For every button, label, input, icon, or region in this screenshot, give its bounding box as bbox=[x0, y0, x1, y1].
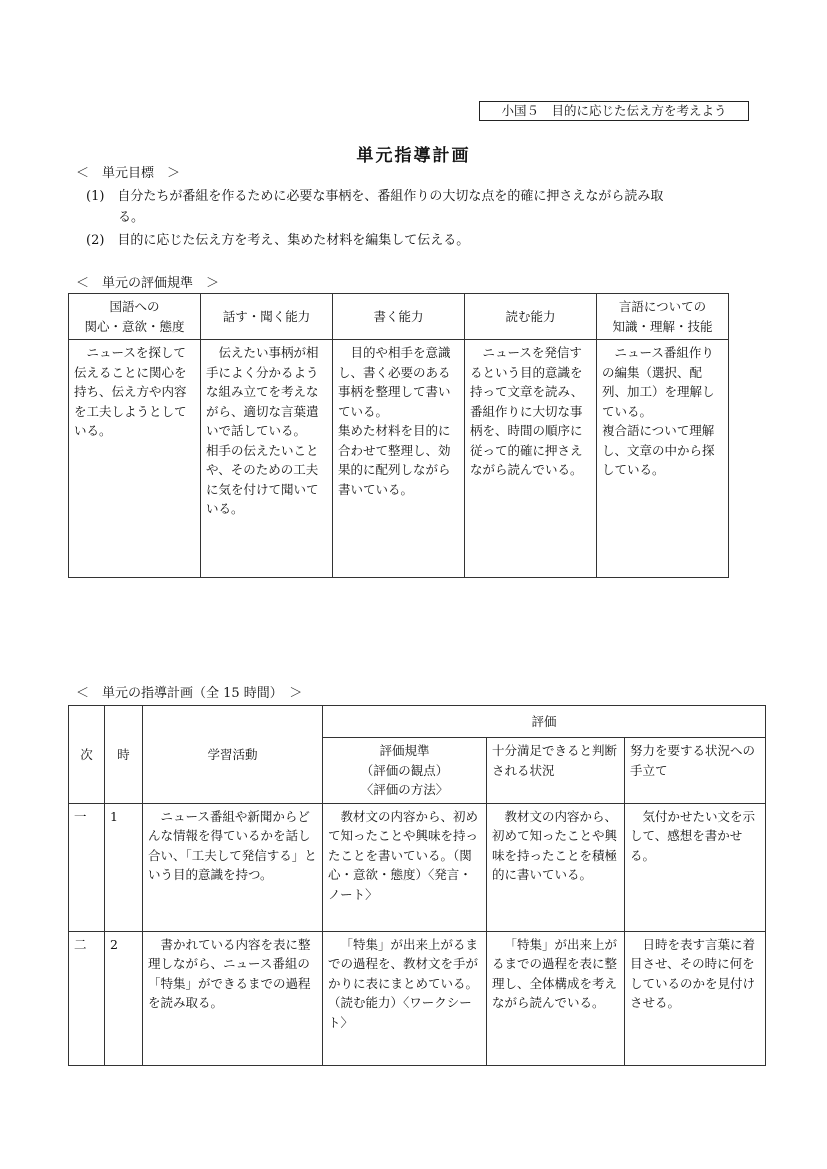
row-satisfied: 教材文の内容から、初めて知ったことや興味を持ったことを積極的に書いている。 bbox=[487, 803, 625, 931]
goal-item-2: (2) 目的に応じた伝え方を考え、集めた材料を編集して伝える。 bbox=[86, 233, 470, 248]
table-row bbox=[69, 931, 766, 1065]
row-criteria: 「特集」が出来上がるまでの過程を、教材文を手がかりに表にまとめている。（読む能力）〈ワークシート〉 bbox=[323, 931, 487, 1065]
table-row bbox=[69, 803, 766, 931]
plan-header-ji: 次 bbox=[69, 706, 105, 804]
plan-header-toki: 時 bbox=[105, 706, 143, 804]
criteria-table bbox=[68, 293, 729, 578]
goals-heading: ＜ 単元目標 ＞ bbox=[76, 166, 181, 181]
plan-header-satisfied: 十分満足できると判断される状況 bbox=[487, 738, 625, 804]
criteria-header: 読む能力 bbox=[465, 294, 597, 340]
row-criteria: 教材文の内容から、初めて知ったことや興味を持ったことを書いている。（関心・意欲・態度）〈発言・ノート〉 bbox=[323, 803, 487, 931]
row-activity: ニュース番組や新聞からどんな情報を得ているかを話し合い、「工夫して発信する」という目的意識を持つ。 bbox=[143, 803, 323, 931]
criteria-header: 言語についての 知識・理解・技能 bbox=[597, 294, 729, 340]
row-support: 日時を表す言葉に着目させ、その時に何をしているのかを見付けさせる。 bbox=[625, 931, 766, 1065]
criteria-cell: ニュース番組作りの編集（選択、配列、加工）を理解している。 複合語について理解し、文章の中から探している。 bbox=[597, 340, 729, 578]
page-title: 単元指導計画 bbox=[356, 146, 471, 166]
plan-table bbox=[68, 705, 766, 1066]
row-ji: 二 bbox=[69, 931, 105, 1065]
criteria-cell: ニュースを発信するという目的意識を持って文章を読み、番組作りに大切な事柄を、時間の順序に従って的確に押さえながら読んでいる。 bbox=[465, 340, 597, 578]
criteria-header: 国語への 関心・意欲・態度 bbox=[69, 294, 201, 340]
criteria-cell: 目的や相手を意識し、書く必要のある事柄を整理して書いている。 集めた材料を目的に合わせて整理し、効果的に配列しながら書いている。 bbox=[333, 340, 465, 578]
plan-header-eval: 評価 bbox=[323, 706, 766, 738]
criteria-header: 書く能力 bbox=[333, 294, 465, 340]
row-toki: 1 bbox=[105, 803, 143, 931]
goal-item-1-cont: る。 bbox=[118, 210, 145, 225]
plan-header-activity: 学習活動 bbox=[143, 706, 323, 804]
row-toki: 2 bbox=[105, 931, 143, 1065]
criteria-cell: 伝えたい事柄が相手によく分かるような組み立てを考えながら、適切な言葉遣いで話している。 相手の伝えたいことや、そのための工夫に気を付けて聞いている。 bbox=[201, 340, 333, 578]
criteria-cell: ニュースを探して伝えることに関心を持ち、伝え方や内容を工夫しようとしている。 bbox=[69, 340, 201, 578]
row-support: 気付かせたい文を示して、感想を書かせる。 bbox=[625, 803, 766, 931]
plan-header-criteria: 評価規準 （評価の観点） 〈評価の方法〉 bbox=[323, 738, 487, 804]
criteria-heading: ＜ 単元の評価規準 ＞ bbox=[76, 276, 220, 291]
row-satisfied: 「特集」が出来上がるまでの過程を表に整理し、全体構成を考えながら読んでいる。 bbox=[487, 931, 625, 1065]
row-activity: 書かれている内容を表に整理しながら、ニュース番組の「特集」ができるまでの過程を読み取る。 bbox=[143, 931, 323, 1065]
lesson-tag: 小国５ 目的に応じた伝え方を考えよう bbox=[479, 101, 749, 121]
plan-header-support: 努力を要する状況への手立て bbox=[625, 738, 766, 804]
plan-heading: ＜ 単元の指導計画（全 15 時間） ＞ bbox=[76, 686, 303, 701]
criteria-header: 話す・聞く能力 bbox=[201, 294, 333, 340]
row-ji: 一 bbox=[69, 803, 105, 931]
goal-item-1: (1) 自分たちが番組を作るために必要な事柄を、番組作りの大切な点を的確に押さえながら読み取 bbox=[86, 189, 664, 204]
